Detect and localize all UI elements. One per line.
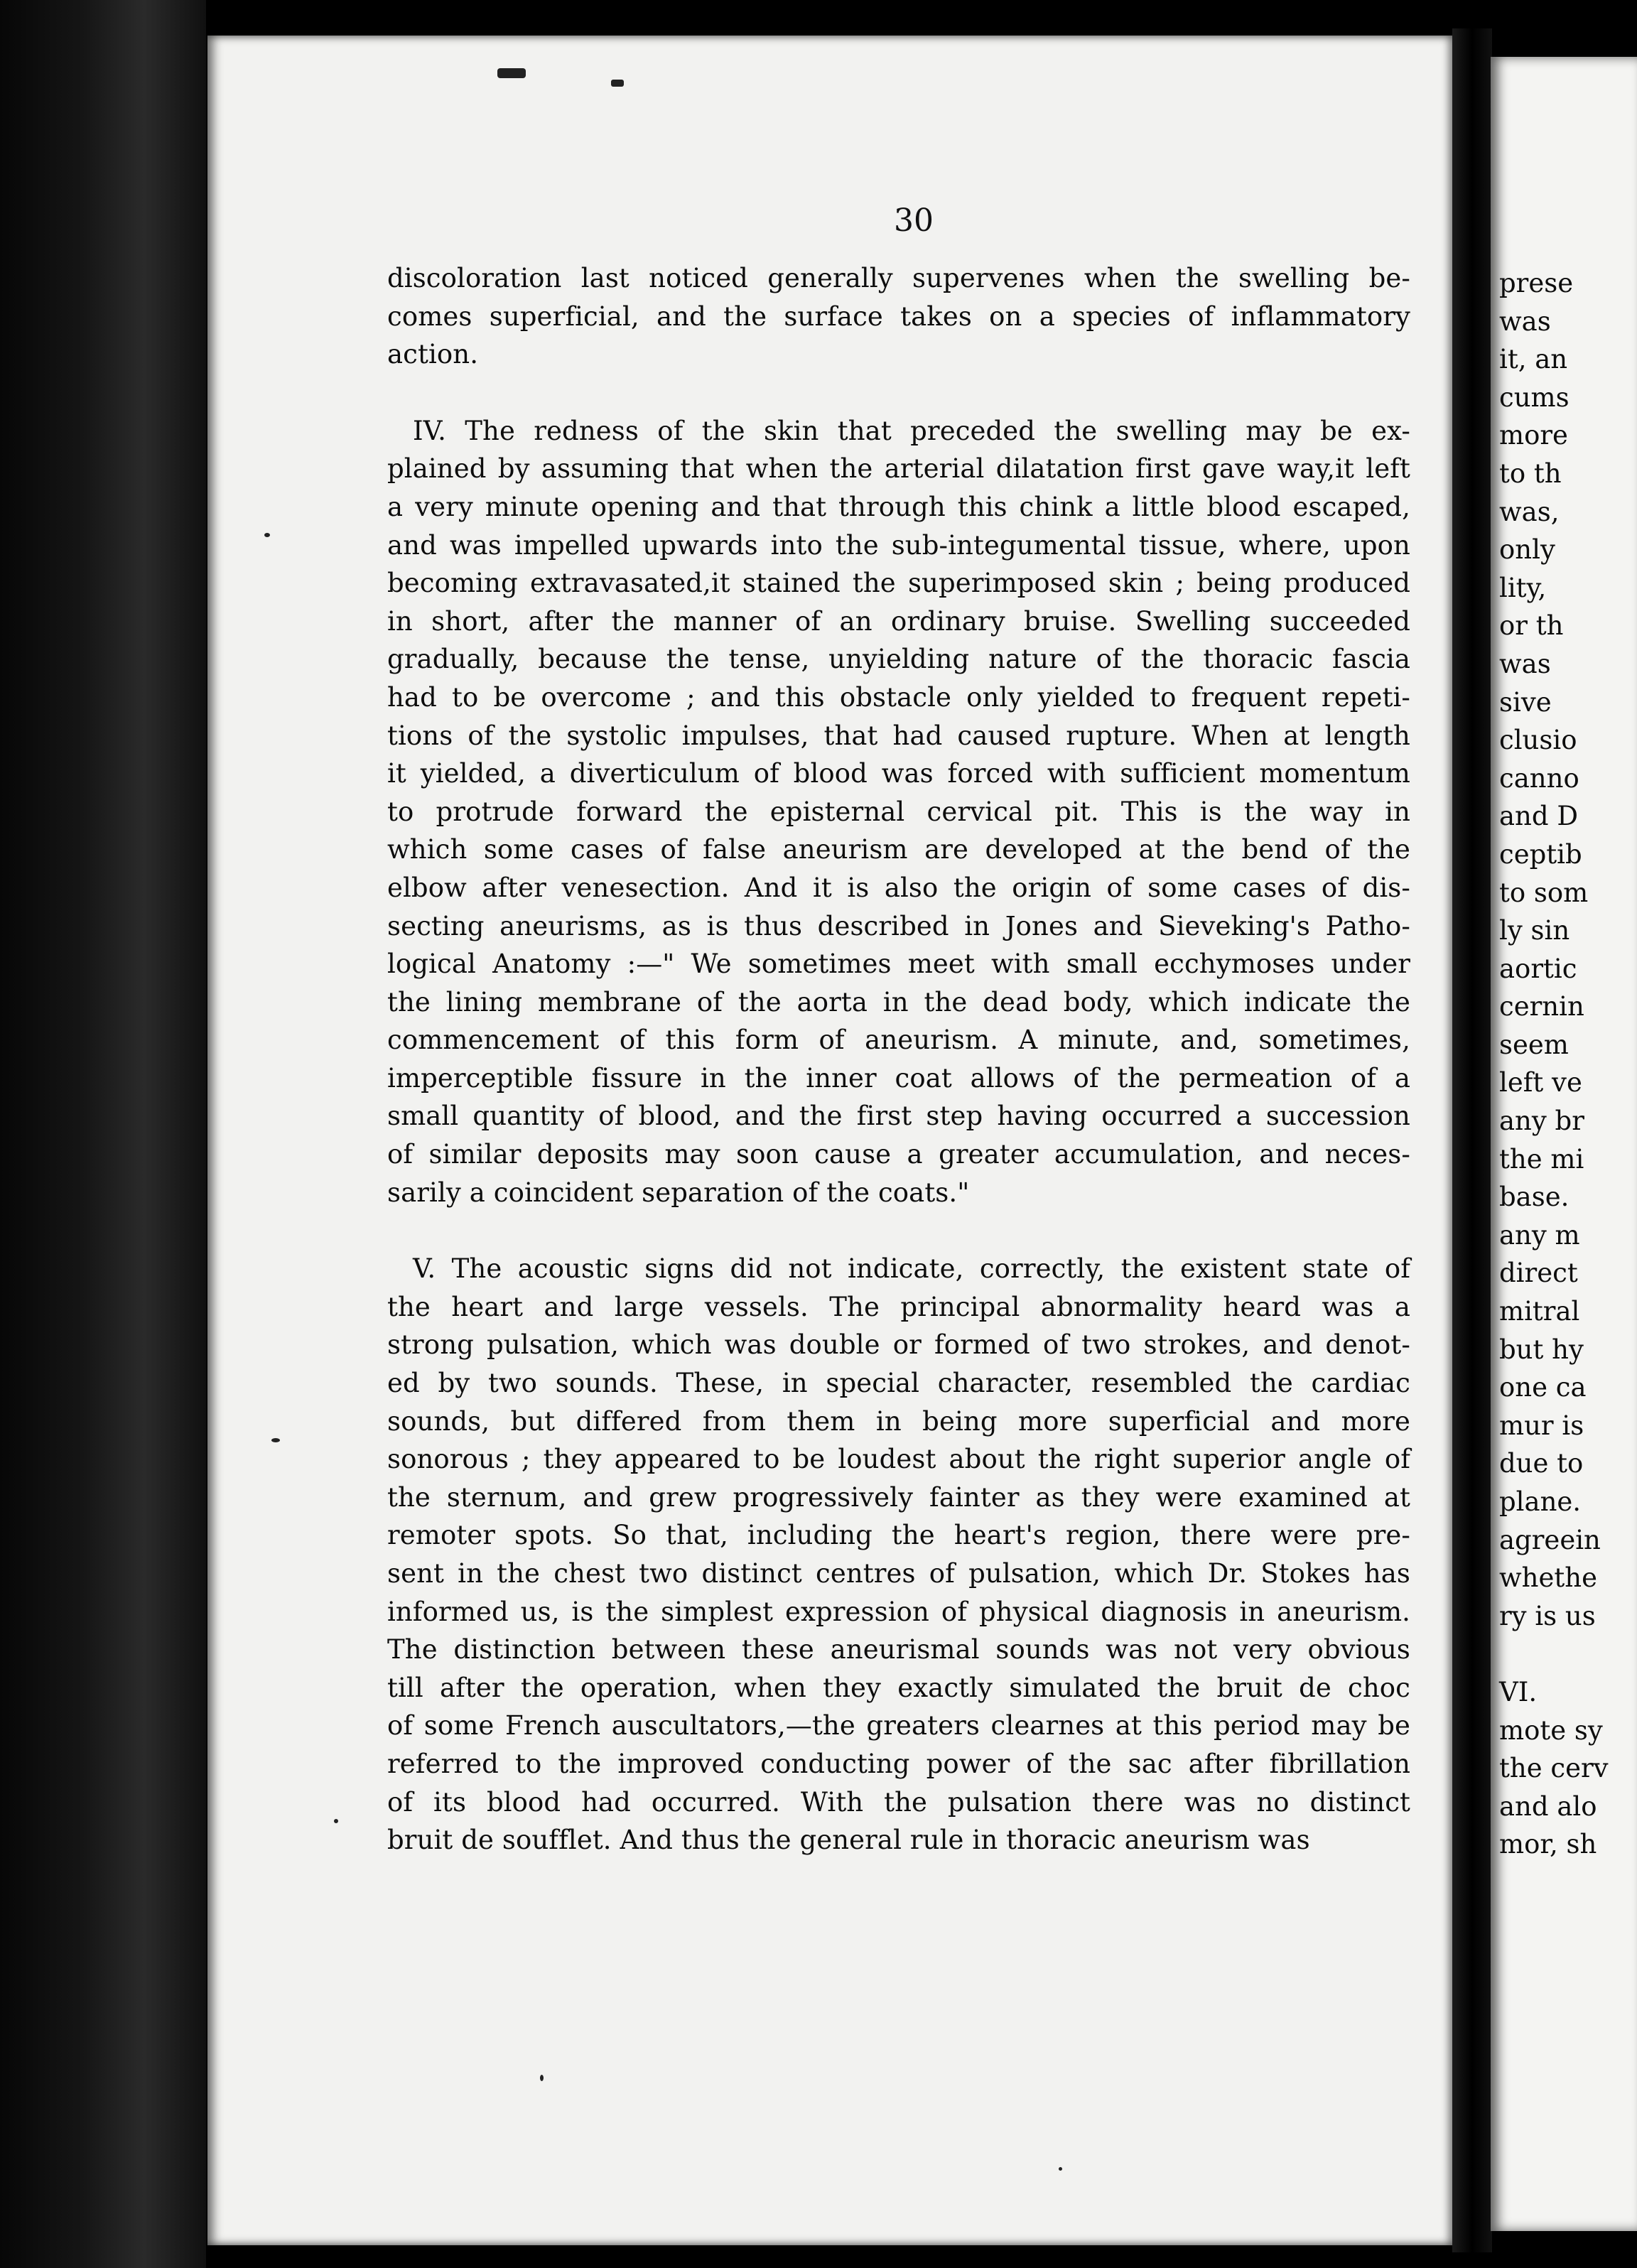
text-line: discoloration last noticed generally supervenes when the swelling be-	[387, 263, 1410, 293]
text-line: which some cases of false aneurism are developed at the bend of the	[387, 834, 1410, 865]
text-line: of some French auscultators,—the greaters clearnes at this period may be	[387, 1710, 1410, 1742]
adjacent-text-line: due to	[1499, 1448, 1584, 1479]
adjacent-text-line: cernin	[1499, 991, 1584, 1022]
text-line: sonorous ; they appeared to be loudest about the right superior angle of	[387, 1444, 1410, 1475]
adjacent-text-line: any m	[1499, 1219, 1580, 1251]
page-number: 30	[894, 202, 934, 239]
text-line: bruit de soufflet. And thus the general rule in thoracic aneurism was	[387, 1825, 1310, 1856]
adjacent-text-line: whethe	[1499, 1562, 1597, 1594]
paragraph-gap	[387, 1211, 1410, 1250]
adjacent-text-line: and D	[1499, 801, 1578, 832]
adjacent-text-line: was	[1499, 648, 1551, 679]
adjacent-text-line: canno	[1499, 762, 1579, 794]
adjacent-text-line: or th	[1499, 610, 1564, 642]
adjacent-text-line: mote sy	[1499, 1714, 1603, 1746]
text-line: sounds, but differed from them in being more superficial and more	[387, 1405, 1410, 1437]
adjacent-text-line: the cerv	[1499, 1753, 1609, 1784]
text-line: remoter spots. So that, including the heart's region, there were pre-	[387, 1520, 1410, 1551]
text-line: commencement of this form of aneurism. A minute, and, sometimes,	[387, 1025, 1410, 1056]
text-line: referred to the improved conducting power of the sac after fibrillation	[387, 1748, 1410, 1779]
text-line: secting aneurisms, as is thus described in Jones and Sieveking's Patho-	[387, 910, 1410, 941]
text-line: strong pulsation, which was double or formed of two strokes, and denot-	[387, 1329, 1410, 1361]
adjacent-text-line: direct	[1499, 1258, 1578, 1289]
book-spine-shadow	[0, 0, 206, 2268]
scan-speck	[540, 2075, 544, 2081]
adjacent-text-line: only	[1499, 534, 1555, 566]
adjacent-text-line: ly sin	[1499, 915, 1570, 946]
text-line: of its blood had occurred. With the pulsation there was no distinct	[387, 1786, 1410, 1818]
paragraph	[387, 412, 1410, 1211]
text-line: gradually, because the tense, unyielding nature of the thoracic fascia	[387, 644, 1410, 675]
text-line: it yielded, a diverticulum of blood was forced with sufficient momentum	[387, 758, 1410, 789]
scan-speck	[271, 1438, 280, 1442]
text-line: V. The acoustic signs did not indicate, correctly, the existent state of	[413, 1253, 1410, 1285]
scan-speck	[1059, 2167, 1062, 2171]
text-line: The distinction between these aneurismal sounds was not very obvious	[387, 1634, 1410, 1665]
text-line: small quantity of blood, and the first step having occurred a succession	[387, 1101, 1410, 1132]
text-line: imperceptible fissure in the inner coat allows of the permeation of a	[387, 1062, 1410, 1094]
adjacent-text-line: it, an	[1499, 344, 1568, 375]
adjacent-text-line: seem	[1499, 1029, 1569, 1060]
text-line: action.	[387, 339, 479, 370]
text-line: the sternum, and grew progressively fainter as they were examined at	[387, 1481, 1410, 1513]
adjacent-page-text	[1499, 264, 1637, 1864]
text-line: to protrude forward the episternal cervical pit. This is the way in	[387, 796, 1410, 827]
paragraph-gap	[387, 374, 1410, 412]
text-line: plained by assuming that when the arterial dilatation first gave way,it left	[387, 453, 1410, 485]
adjacent-text-line: ry is us	[1499, 1600, 1596, 1631]
adjacent-text-line	[1499, 1635, 1637, 1673]
adjacent-text-line: VI.	[1499, 1676, 1538, 1707]
adjacent-text-line: more	[1499, 420, 1568, 451]
text-line: a very minute opening and that through this chink a little blood escaped,	[387, 491, 1410, 522]
adjacent-text-line: aortic	[1499, 953, 1577, 984]
text-line: of similar deposits may soon cause a greater accumulation, and neces-	[387, 1139, 1410, 1170]
adjacent-text-line: mor, sh	[1499, 1829, 1597, 1860]
adjacent-text-line: was,	[1499, 496, 1560, 527]
text-line: in short, after the manner of an ordinary bruise. Swelling succeeded	[387, 605, 1410, 637]
adjacent-text-line: agreein	[1499, 1524, 1601, 1555]
text-line: logical Anatomy :—" We sometimes meet with small ecchymoses under	[387, 949, 1410, 980]
text-line: elbow after venesection. And it is also the origin of some cases of dis-	[387, 872, 1410, 903]
adjacent-text-line: lity,	[1499, 572, 1547, 603]
text-line: the lining membrane of the aorta in the dead body, which indicate the	[387, 986, 1410, 1017]
adjacent-text-line: base.	[1499, 1182, 1570, 1213]
adjacent-text-line: was	[1499, 306, 1551, 337]
adjacent-text-line: but hy	[1499, 1334, 1584, 1365]
paragraph	[387, 1250, 1410, 1859]
text-line: sent in the chest two distinct centres of pulsation, which Dr. Stokes has	[387, 1558, 1410, 1589]
text-line: IV. The redness of the skin that preceded the swelling may be ex-	[413, 415, 1410, 446]
adjacent-text-line: cums	[1499, 382, 1570, 413]
adjacent-text-line: plane.	[1499, 1486, 1582, 1517]
text-line: becoming extravasated,it stained the superimposed skin ; being produced	[387, 568, 1410, 599]
adjacent-text-line: sive	[1499, 686, 1552, 718]
adjacent-text-line: one ca	[1499, 1372, 1587, 1403]
adjacent-text-line: any br	[1499, 1106, 1584, 1137]
text-line: informed us, is the simplest expression of physical diagnosis in aneurism.	[387, 1596, 1410, 1627]
text-line: the heart and large vessels. The principal abnormality heard was a	[387, 1291, 1410, 1322]
adjacent-text-line: mur is	[1499, 1410, 1584, 1441]
adjacent-text-line: clusio	[1499, 725, 1577, 756]
page-body-text	[387, 259, 1410, 1859]
adjacent-text-line: prese	[1499, 268, 1574, 298]
text-line: comes superficial, and the surface takes on a species of inflammatory	[387, 301, 1410, 332]
text-line: had to be overcome ; and this obstacle only yielded to frequent repeti-	[387, 681, 1410, 713]
text-line: tions of the systolic impulses, that had caused rupture. When at length	[387, 720, 1410, 751]
text-line: sarily a coincident separation of the coats."	[387, 1177, 970, 1208]
scan-speck	[334, 1819, 338, 1823]
text-line: till after the operation, when they exactly simulated the bruit de choc	[387, 1672, 1410, 1703]
adjacent-text-line: to th	[1499, 458, 1562, 489]
text-line: and was impelled upwards into the sub-integumental tissue, where, upon	[387, 529, 1410, 561]
adjacent-text-line: ceptib	[1499, 838, 1582, 870]
text-line: ed by two sounds. These, in special character, resembled the cardiac	[387, 1368, 1410, 1399]
adjacent-text-line: the mi	[1499, 1143, 1584, 1174]
paragraph	[387, 259, 1410, 374]
page-gutter	[1452, 28, 1492, 2252]
scan-speck	[611, 80, 624, 87]
scan-speck	[497, 68, 526, 78]
adjacent-text-line: left ve	[1499, 1067, 1582, 1098]
adjacent-text-line: mitral	[1499, 1296, 1580, 1327]
adjacent-text-line: and alo	[1499, 1791, 1597, 1822]
scan-speck	[264, 533, 270, 537]
adjacent-text-line: to som	[1499, 877, 1589, 908]
